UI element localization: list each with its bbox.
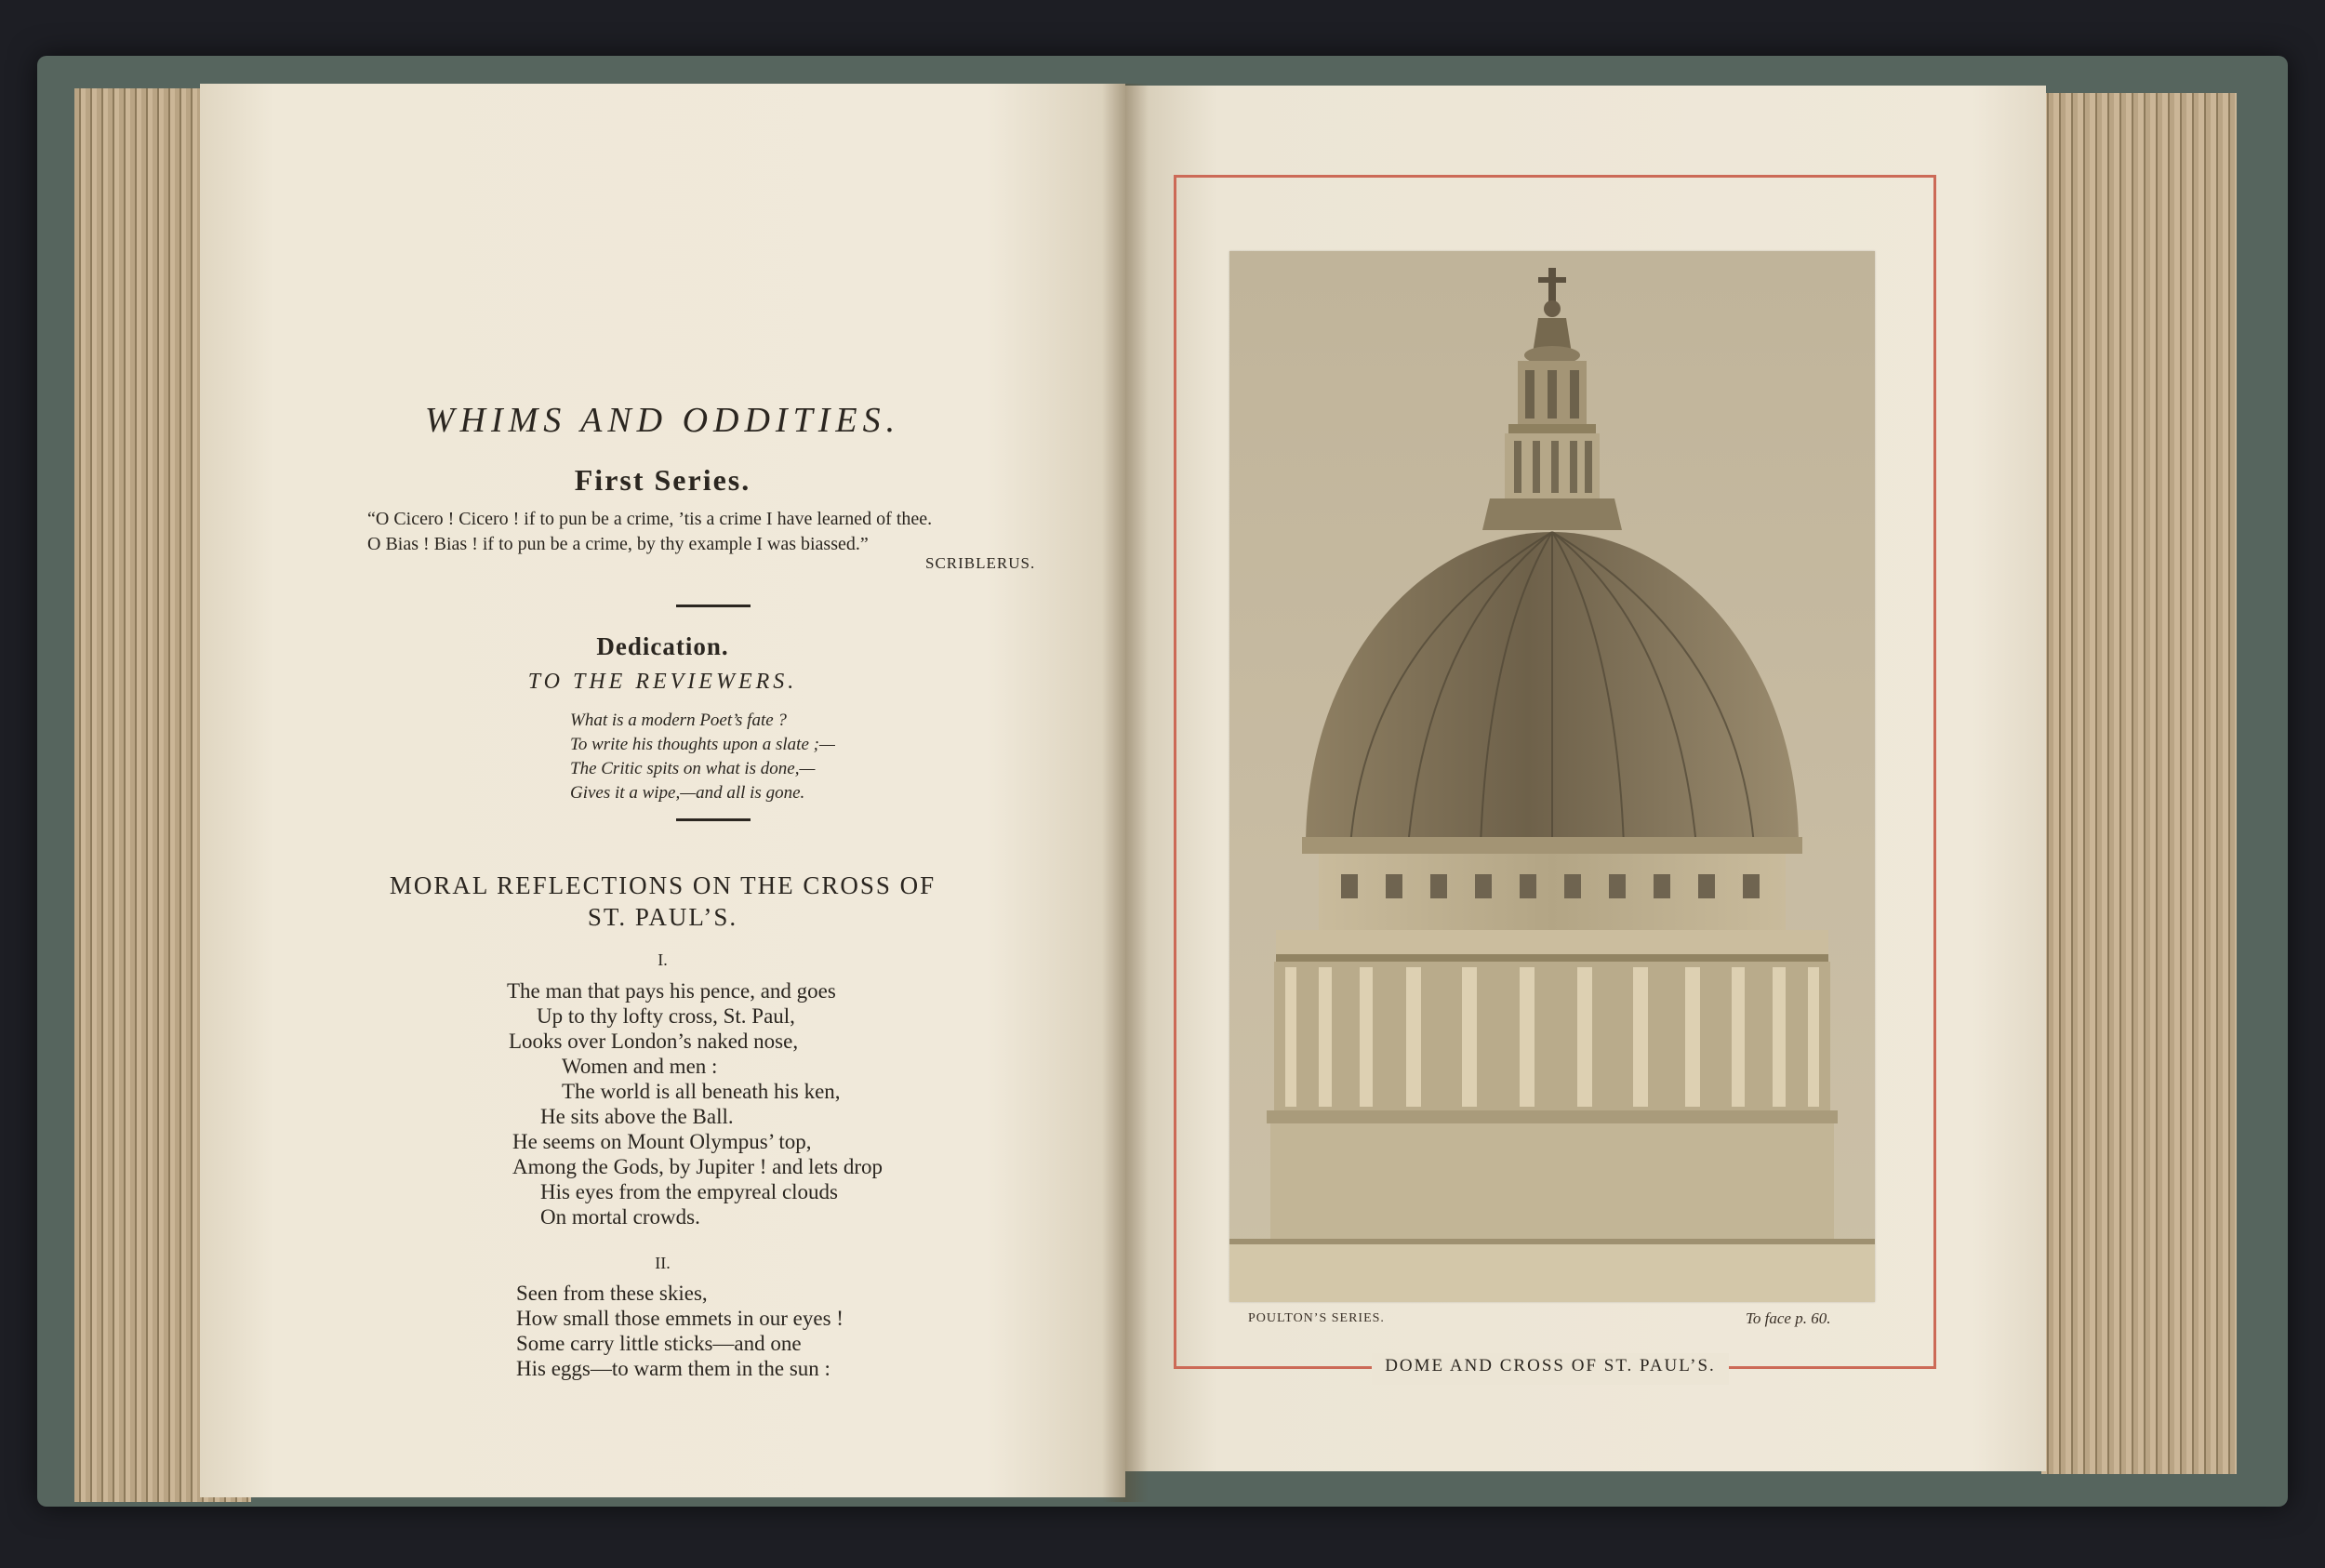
poem-line: Seen from these skies, bbox=[516, 1282, 708, 1305]
divider-rule bbox=[676, 605, 751, 607]
poem-line: Among the Gods, by Jupiter ! and lets drop bbox=[512, 1155, 883, 1178]
poem-line: He sits above the Ball. bbox=[540, 1105, 734, 1128]
poem-line: His eyes from the empyreal clouds bbox=[540, 1180, 838, 1203]
poem-line: Women and men : bbox=[562, 1055, 718, 1078]
poem-line: Up to thy lofty cross, St. Paul, bbox=[537, 1004, 795, 1028]
dedication-verse bbox=[570, 709, 835, 805]
poem-line: Some carry little sticks—and one bbox=[516, 1332, 802, 1355]
epigraph-line: “O Cicero ! Cicero ! if to pun be a crime, ’tis a crime I have learned of thee. bbox=[367, 509, 933, 529]
verse-line: The Critic spits on what is done,— bbox=[570, 759, 816, 778]
poem-line: His eggs—to warm them in the sun : bbox=[516, 1357, 830, 1380]
book-title: WHIMS AND ODDITIES. bbox=[424, 401, 901, 440]
poem-line: The world is all beneath his ken, bbox=[562, 1080, 841, 1103]
poem-line: How small those emmets in our eyes ! bbox=[516, 1307, 844, 1330]
poem-line: The man that pays his pence, and goes bbox=[507, 979, 836, 1003]
divider-rule bbox=[676, 818, 751, 821]
left-page bbox=[200, 84, 1125, 1497]
verse-line: What is a modern Poet’s fate ? bbox=[570, 711, 787, 730]
book-gutter bbox=[1102, 84, 1149, 1502]
poem-line: He seems on Mount Olympus’ top, bbox=[512, 1130, 812, 1153]
plate-page-reference: To face p. 60. bbox=[1746, 1309, 1831, 1327]
epigraph-attribution: SCRIBLERUS. bbox=[925, 554, 1036, 572]
plate-caption: DOME AND CROSS OF ST. PAUL’S. bbox=[1385, 1356, 1716, 1375]
epigraph-line: O Bias ! Bias ! if to pun be a crime, by thy example I was biassed.” bbox=[367, 534, 869, 554]
dedication-heading: Dedication. bbox=[596, 632, 729, 660]
epigraph bbox=[367, 507, 932, 557]
dome-photograph bbox=[1229, 251, 1875, 1302]
verse-line: Gives it a wipe,—and all is gone. bbox=[570, 783, 805, 803]
dome-illustration bbox=[1229, 251, 1875, 1302]
poem-title-line: MORAL REFLECTIONS ON THE CROSS OF bbox=[389, 871, 937, 899]
dedication-subheading: TO THE REVIEWERS. bbox=[527, 670, 798, 694]
stanza-numeral: I. bbox=[658, 950, 668, 969]
poem-line: Looks over London’s naked nose, bbox=[509, 1030, 799, 1053]
verse-line: To write his thoughts upon a slate ;— bbox=[570, 735, 835, 754]
poem-title-line: ST. PAUL’S. bbox=[587, 903, 738, 931]
series-heading: First Series. bbox=[574, 463, 751, 497]
page-edges-right bbox=[2041, 93, 2237, 1474]
stanza-numeral: II. bbox=[655, 1254, 671, 1272]
poem-title bbox=[200, 870, 1125, 933]
poem-line: On mortal crowds. bbox=[540, 1205, 700, 1229]
plate-series-label: POULTON’S SERIES. bbox=[1248, 1311, 1385, 1325]
